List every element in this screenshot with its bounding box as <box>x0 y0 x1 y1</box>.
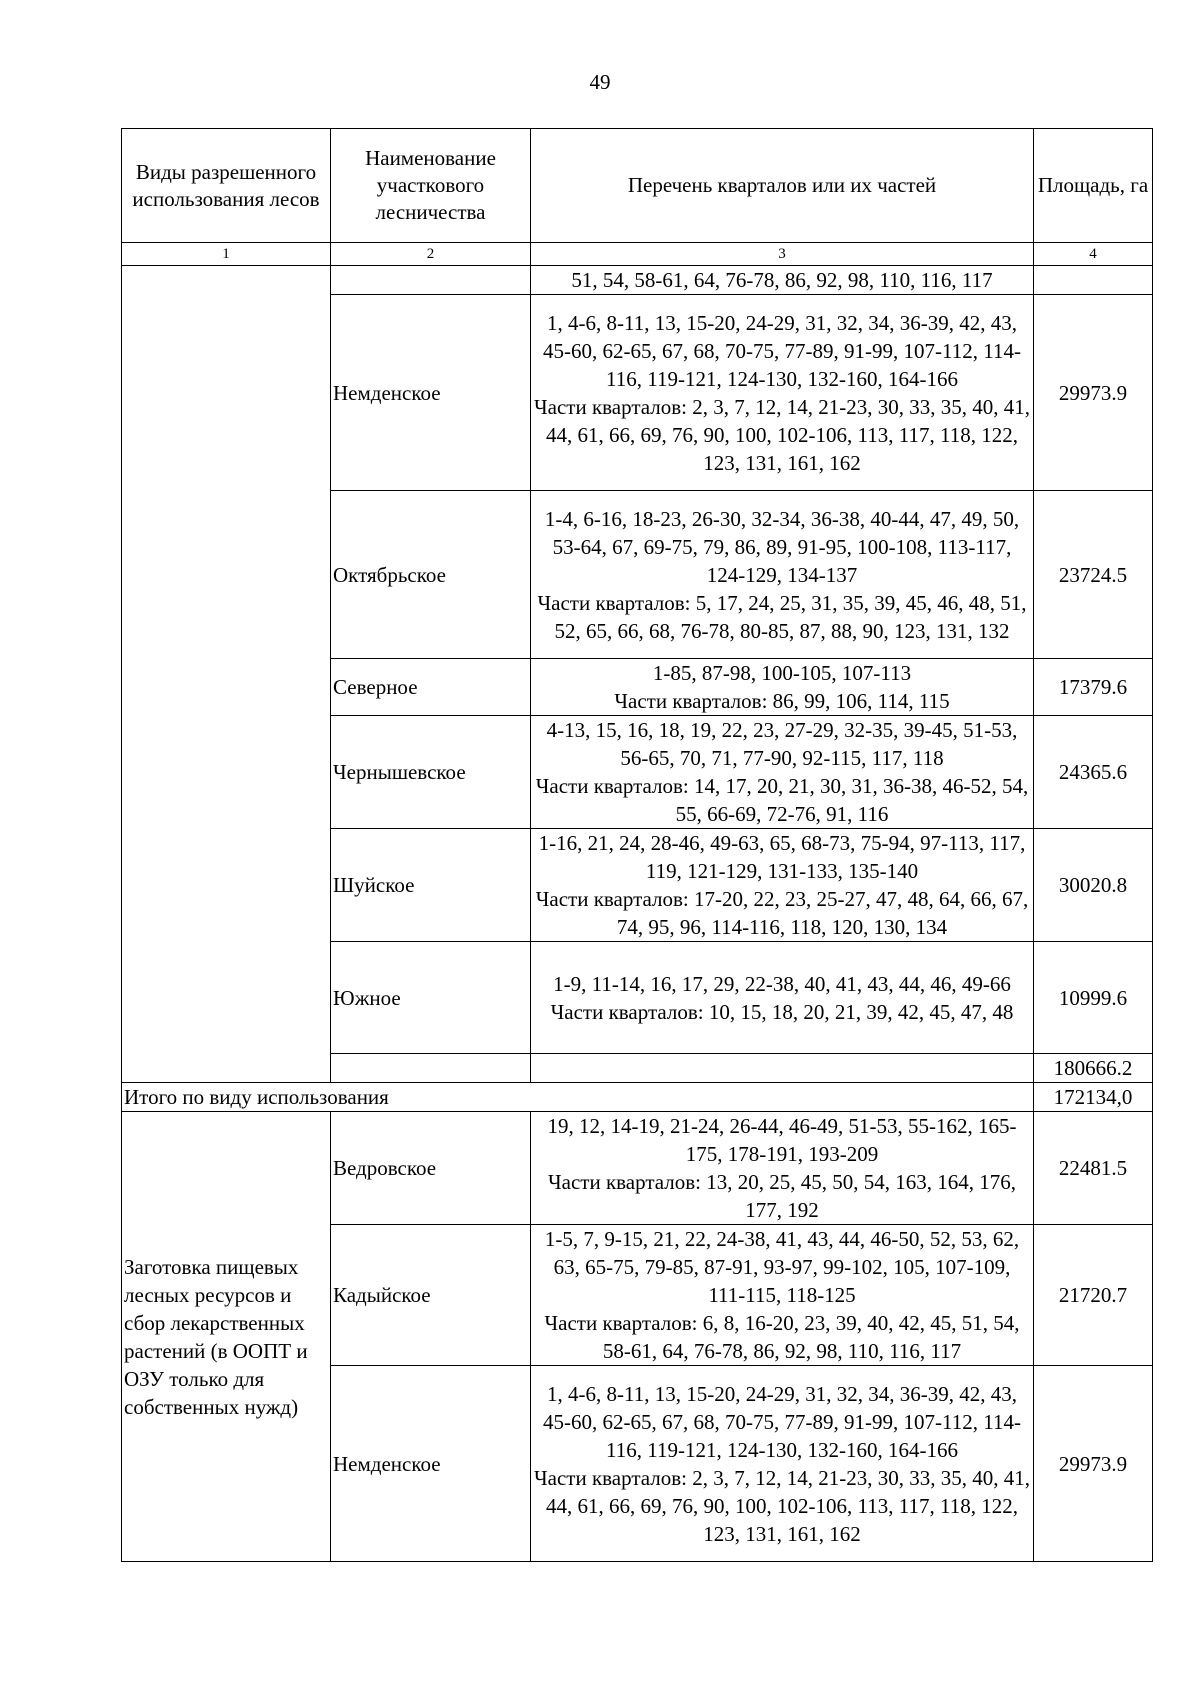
area-value: 29973.9 <box>1034 1366 1153 1562</box>
forestry-name: Немденское <box>331 1366 531 1562</box>
quarter-parts: Части кварталов: 6, 8, 16-20, 23, 39, 40, 42, 45, 51, 54, 58-61, 64, 76-78, 86, 92, 98, 110, 116, 117 <box>544 1311 1020 1363</box>
forestry-name: Немденское <box>331 295 531 491</box>
quarters-cell <box>531 716 1034 829</box>
quarters-list: 1-85, 87-98, 100-105, 107-113 <box>652 661 912 685</box>
forest-use-table <box>121 128 1153 1562</box>
quarters-cell: 51, 54, 58-61, 64, 76-78, 86, 92, 98, 110, 116, 117 <box>531 266 1034 295</box>
quarter-parts: Части кварталов: 13, 20, 25, 45, 50, 54, 163, 164, 176, 177, 192 <box>547 1170 1016 1222</box>
quarter-parts: Части кварталов: 2, 3, 7, 12, 14, 21-23, 30, 33, 35, 40, 41, 44, 61, 66, 69, 76, 90, 100, 102-106, 113, 117, 118, 122, 123, 131, 161, 162 <box>533 394 1030 475</box>
quarter-parts: Части кварталов: 2, 3, 7, 12, 14, 21-23, 30, 33, 35, 40, 41, 44, 61, 66, 69, 76, 90, 100, 102-106, 113, 117, 118, 122, 123, 131, 161, 162 <box>533 1465 1030 1546</box>
quarters-cell <box>531 659 1034 716</box>
forestry-name: Шуйское <box>331 829 531 942</box>
forestry-name: Северное <box>331 659 531 716</box>
area-value: 22481.5 <box>1034 1112 1153 1225</box>
area-value: 10999.6 <box>1034 942 1153 1054</box>
subtotal-value: 180666.2 <box>1034 1054 1153 1083</box>
area-cell-empty <box>1034 266 1153 295</box>
use-kind: Заготовка пищевых лесных ресурсов и сбор лекарственных растений (в ООПТ и ОЗУ только для собственных нужд) <box>122 1112 331 1562</box>
quarters-list: 1-16, 21, 24, 28-46, 49-63, 65, 68-73, 75-94, 97-113, 117, 119, 121-129, 131-133, 135-140 <box>538 831 1026 883</box>
quarters-list: 1, 4-6, 8-11, 13, 15-20, 24-29, 31, 32, 34, 36-39, 42, 43, 45-60, 62-65, 67, 68, 70-75, 77-89, 91-99, 107-112, 114-116, 119-121, 124-130, 132-160, 164-166 <box>543 310 1021 391</box>
quarters-list: 1-4, 6-16, 18-23, 26-30, 32-34, 36-38, 40-44, 47, 49, 50, 53-64, 67, 69-75, 79, 86, 89, 91-95, 100-108, 113-117, 124-129, 134-137 <box>544 506 1020 587</box>
quarters-cell <box>531 942 1034 1054</box>
total-label: Итого по виду использования <box>122 1083 1034 1112</box>
quarter-parts: Части кварталов: 10, 15, 18, 20, 21, 39, 42, 45, 47, 48 <box>550 999 1014 1024</box>
column-number: 2 <box>331 243 531 266</box>
area-value: 21720.7 <box>1034 1225 1153 1366</box>
forestry-name: Чернышевское <box>331 716 531 829</box>
quarters-cell-empty <box>531 1054 1034 1083</box>
quarters-cell <box>531 1366 1034 1562</box>
column-number: 3 <box>531 243 1034 266</box>
column-number-row <box>122 243 1153 266</box>
quarter-parts: Части кварталов: 17-20, 22, 23, 25-27, 47, 48, 64, 66, 67, 74, 95, 96, 114-116, 118, 120, 130, 134 <box>535 887 1029 939</box>
forestry-name: Ведровское <box>331 1112 531 1225</box>
quarters-cell <box>531 829 1034 942</box>
quarters-list: 1, 4-6, 8-11, 13, 15-20, 24-29, 31, 32, 34, 36-39, 42, 43, 45-60, 62-65, 67, 68, 70-75, 77-89, 91-99, 107-112, 114-116, 119-121, 124-130, 132-160, 164-166 <box>543 1381 1021 1462</box>
quarter-parts: Части кварталов: 14, 17, 20, 21, 30, 31, 36-38, 46-52, 54, 55, 66-69, 72-76, 91, 116 <box>535 774 1029 826</box>
column-number: 1 <box>122 243 331 266</box>
quarters-list: 4-13, 15, 16, 18, 19, 22, 23, 27-29, 32-35, 39-45, 51-53, 56-65, 70, 71, 77-90, 92-115, 117, 118 <box>546 718 1018 770</box>
header-kinds: Виды разрешенного использования лесов <box>122 129 331 243</box>
page-number: 49 <box>589 70 611 94</box>
total-row <box>122 1083 1153 1112</box>
quarters-cell <box>531 295 1034 491</box>
header-area: Площадь, га <box>1034 129 1153 243</box>
quarters-cell <box>531 1112 1034 1225</box>
kind-cell-empty <box>122 266 331 1083</box>
table-row <box>122 1112 1153 1225</box>
total-value: 172134,0 <box>1034 1083 1153 1112</box>
column-number: 4 <box>1034 243 1153 266</box>
quarter-parts: Части кварталов: 86, 99, 106, 114, 115 <box>614 689 950 713</box>
quarters-list: 19, 12, 14-19, 21-24, 26-44, 46-49, 51-53, 55-162, 165-175, 178-191, 193-209 <box>547 1114 1017 1166</box>
forestry-name: Кадыйское <box>331 1225 531 1366</box>
area-value: 24365.6 <box>1034 716 1153 829</box>
quarters-list: 1-9, 11-14, 16, 17, 29, 22-38, 40, 41, 43, 44, 46, 49-66 <box>553 971 1011 996</box>
area-value: 17379.6 <box>1034 659 1153 716</box>
forestry-name: Октябрьское <box>331 491 531 659</box>
header-quarters: Перечень кварталов или их частей <box>531 129 1034 243</box>
forestry-name-empty <box>331 1054 531 1083</box>
area-value: 29973.9 <box>1034 295 1153 491</box>
quarters-list: 1-5, 7, 9-15, 21, 22, 24-38, 41, 43, 44, 46-50, 52, 53, 62, 63, 65-75, 79-85, 87-91, 93-97, 99-102, 105, 107-109, 111-115, 118-125 <box>544 1227 1020 1307</box>
table-row <box>122 266 1153 295</box>
area-value: 30020.8 <box>1034 829 1153 942</box>
quarter-parts: Части кварталов: 5, 17, 24, 25, 31, 35, 39, 45, 46, 48, 51, 52, 65, 66, 68, 76-78, 80-85, 87, 88, 90, 123, 131, 132 <box>537 590 1027 643</box>
header-row <box>122 129 1153 243</box>
area-value: 23724.5 <box>1034 491 1153 659</box>
quarters-cell <box>531 1225 1034 1366</box>
forestry-name-empty <box>331 266 531 295</box>
header-forestry: Наименование участкового лесничества <box>331 129 531 243</box>
forestry-name: Южное <box>331 942 531 1054</box>
quarters-cell <box>531 491 1034 659</box>
